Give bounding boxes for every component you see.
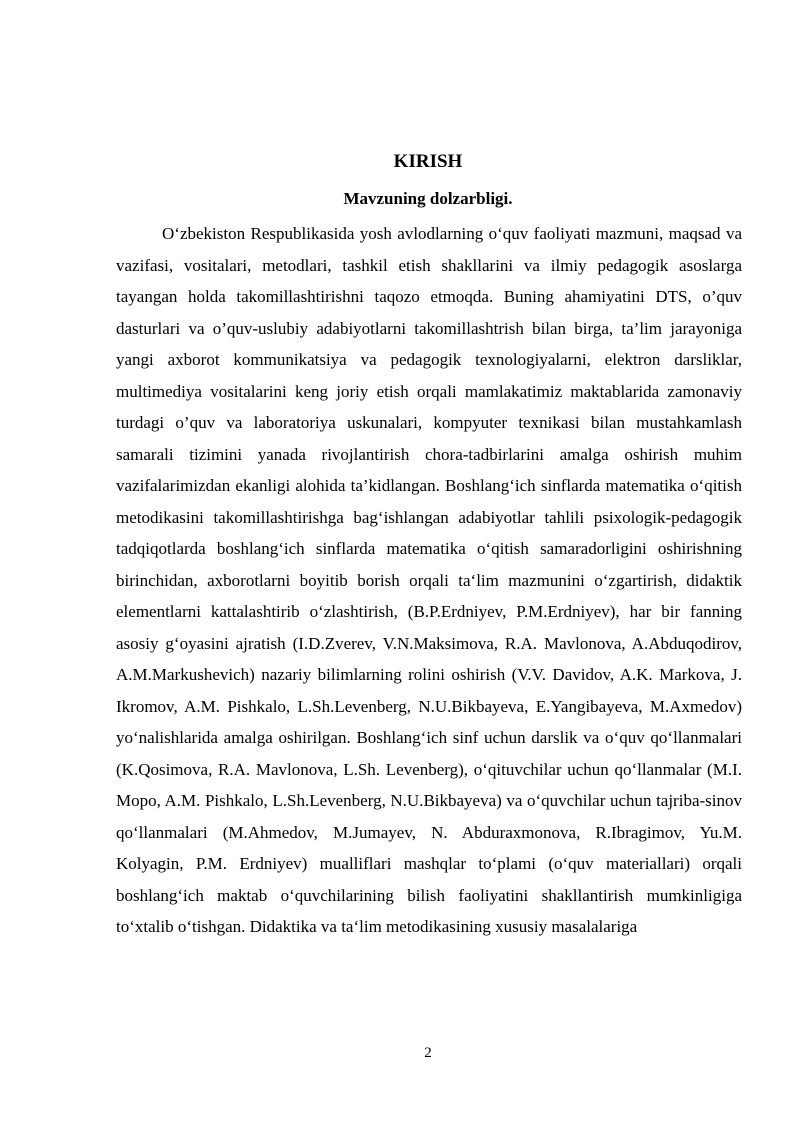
page-title: KIRISH <box>393 151 463 172</box>
section-subtitle: Mavzuning dolzarbligi. <box>343 189 513 208</box>
page-number: 2 <box>424 1045 432 1061</box>
body-paragraph: O‘zbekiston Respublikasida yosh avlodlarning o‘quv faoliyati mazmuni, maqsad va vazifasi, vositalari, metodlari, tashkil etish shakllarini va ilmiy pedagogik asoslarga tayangan holda takomillashtirishni taqozo etmoqda. Buning ahamiyatini DTS, o’quv dasturlari va o’quv-uslubiy adabiyotlarni takomillashtrish bilan birga, ta’lim jarayoniga yangi axborot kommunikatsiya va pedagogik texnologiyalarni, elektron darsliklar, multimediya vositalarini keng joriy etish orqali mamlakatimiz maktablarida zamonaviy turdagi o’quv va laboratoriya uskunalari, kompyuter texnikasi bilan mustahkamlash samarali tizimini yanada rivojlantirish chora-tadbirlarini amalga oshirish muhim vazifalarimizdan ekanligi alohida ta’kidlangan. Boshlang‘ich sinflarda matematika o‘qitish metodikasini takomillashtirishga bag‘ishlangan adabiyotlar tahlili psixologik-pedagogik tadqiqotlarda boshlang‘ich sinflarda matematika o‘qitish samaradorligini oshirishning birinchidan, axborotlarni boyitib borish orqali ta‘lim mazmunini o‘zgartirish, didaktik elementlarni kattalashtirib o‘zlashtirish, (B.P.Erdniyev, P.M.Erdniyev), har bir fanning asosiy g‘oyasini ajratish (I.D.Zverev, V.N.Maksimova, R.A. Mavlonova, A.Abduqodirov, A.M.Markushevich) nazariy bilimlarning rolini oshirish (V.V. Davidov, A.K. Markova, J. Ikromov, A.M. Pishkalo, L.Sh.Levenberg, N.U.Bikbayeva, E.Yangibayeva, M.Axmedov) yo‘nalishlarida amalga oshirilgan. Boshlang‘ich sinf uchun darslik va o‘quv qo‘llanmalari (K.Qosimova, R.A. Mavlonova, L.Sh. Levenberg), o‘qituvchilar uchun qo‘llanmalar (M.I. Mopo, A.M. Pishkalo, L.Sh.Levenberg, N.U.Bikbayeva) va o‘quvchilar uchun tajriba-sinov qo‘llanmalari (M.Ahmedov, M.Jumayev, N. Abduraxmonova, R.Ibragimov, Yu.M. Kolyagin, P.M. Erdniyev) mualliflari mashqlar to‘plami (o‘quv materiallari) orqali boshlang‘ich maktab o‘quvchilarining bilish faoliyatini shakllantirish mumkinligiga to‘xtalib o‘tishgan. Didaktika va ta‘lim metodikasining xususiy masalalariga <box>116 224 742 936</box>
